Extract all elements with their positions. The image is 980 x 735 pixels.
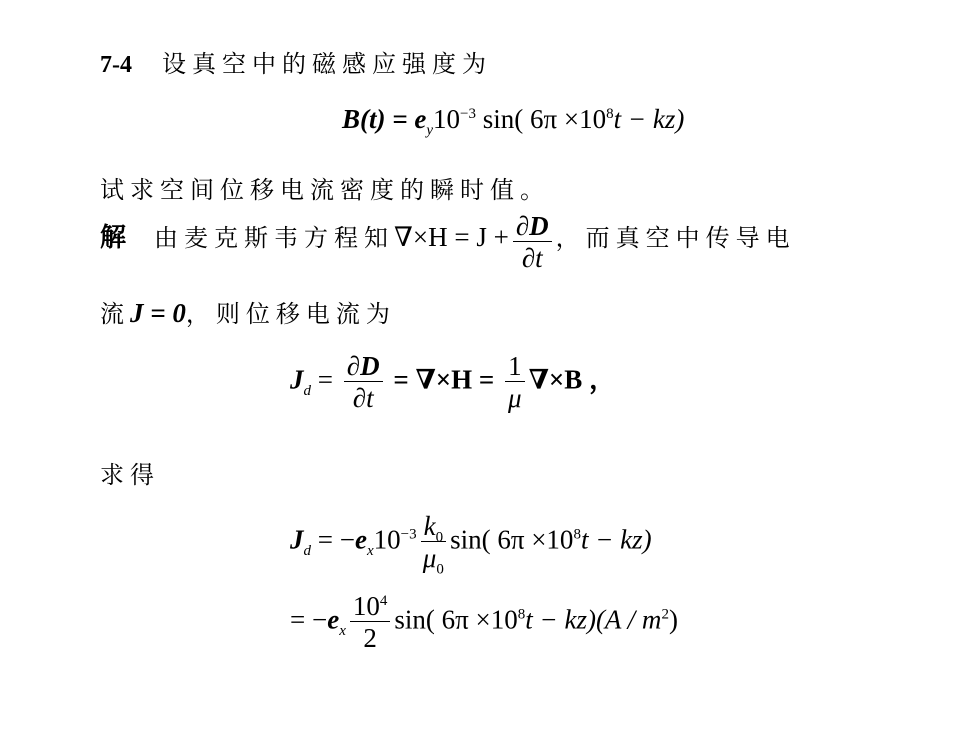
problem-line — [100, 44, 492, 79]
r1-exp8: 8 — [573, 526, 581, 543]
jd-rhs: ∇×B ， — [528, 364, 617, 395]
result-line-2 — [290, 592, 678, 653]
r2-eq: = − — [290, 604, 328, 635]
r1-f-num-k: k — [423, 511, 436, 541]
r1-tail: t − kz) — [580, 524, 652, 555]
jd-f1-den: ∂t — [352, 383, 374, 414]
solution-text-3b: ，则位移电流为 — [185, 300, 396, 328]
solution-text-2: ，而真空中传导电 — [555, 224, 796, 253]
solution-line-2 — [100, 294, 396, 329]
given-coef: 10 — [433, 104, 461, 134]
given-e: e — [414, 104, 427, 134]
r2-e-sub: x — [339, 622, 346, 639]
dd-dt-den: ∂t — [521, 243, 543, 274]
given-equation — [342, 104, 685, 139]
jd-f1-num: ∂D — [344, 352, 383, 382]
r2-unit-exp: 2 — [661, 606, 669, 623]
r1-f-num-sub: 0 — [435, 529, 444, 546]
jd-equation — [290, 352, 616, 413]
curl-h-eq: ∇×H = J + — [394, 222, 509, 253]
given-tail: t − kz) — [613, 104, 685, 134]
jd-fraction-2 — [505, 352, 525, 413]
ask-text: 试求空间位移电流密度的瞬时值。 — [100, 176, 550, 204]
r2-f-num — [350, 592, 391, 622]
r1-lhs-sub: d — [303, 542, 311, 559]
dd-dt-fraction — [513, 212, 552, 273]
r1-lhs: J — [290, 524, 304, 555]
r1-sin: sin( 6π ×10 — [450, 524, 574, 555]
solution-text-3a: 流 — [100, 300, 130, 328]
dd-dt-num: ∂D — [513, 212, 552, 242]
r1-e: e — [354, 524, 367, 555]
given-lhs: B(t) = — [342, 104, 415, 134]
result-label: 求得 — [100, 461, 160, 489]
given-sin: sin( 6π ×10 — [476, 104, 607, 134]
result-line-1 — [290, 511, 652, 578]
solution-line-1 — [100, 212, 796, 273]
jd-lhs-sub: d — [303, 382, 311, 399]
r2-exp8: 8 — [517, 606, 526, 623]
r2-tail: t − kz)(A / m — [525, 604, 662, 635]
jd-eq1: = — [311, 364, 340, 395]
r2-e: e — [327, 604, 340, 635]
given-exp8: 8 — [606, 106, 614, 122]
jd-f2-num: 1 — [505, 352, 525, 382]
given-coef-exp: −3 — [460, 106, 477, 122]
r2-f-num-base: 10 — [352, 591, 380, 621]
r1-coef: 10 — [373, 524, 401, 555]
r1-f-num — [421, 511, 446, 546]
solution-text-1: 由麦克斯韦方程知 — [154, 224, 395, 253]
jd-f2-den: μ — [508, 383, 522, 414]
r2-sin: sin( 6π ×10 — [394, 604, 518, 635]
problem-statement: 设真空中的磁感应强度为 — [162, 50, 492, 78]
problem-number: 7-4 — [100, 52, 132, 78]
solution-label: 解 — [100, 223, 127, 253]
jd-fraction-1 — [344, 352, 383, 413]
r1-f-den — [421, 542, 446, 578]
r2-f-den: 2 — [363, 623, 377, 654]
given-e-sub: y — [426, 122, 434, 139]
r1-e-sub: x — [366, 542, 374, 559]
r2-fraction — [350, 592, 391, 653]
jd-mid: = ∇×H = — [386, 364, 502, 395]
r1-f-den-mu: μ — [422, 543, 437, 574]
j-equals-zero: J = 0 — [130, 298, 186, 328]
r1-f-den-sub: 0 — [436, 561, 444, 578]
r2-close: ) — [668, 604, 678, 635]
r1-coef-exp: −3 — [400, 526, 417, 543]
r1-eq: = − — [311, 524, 355, 555]
r1-fraction — [421, 511, 446, 578]
r2-f-num-exp: 4 — [379, 593, 388, 609]
jd-lhs: J — [290, 364, 304, 395]
